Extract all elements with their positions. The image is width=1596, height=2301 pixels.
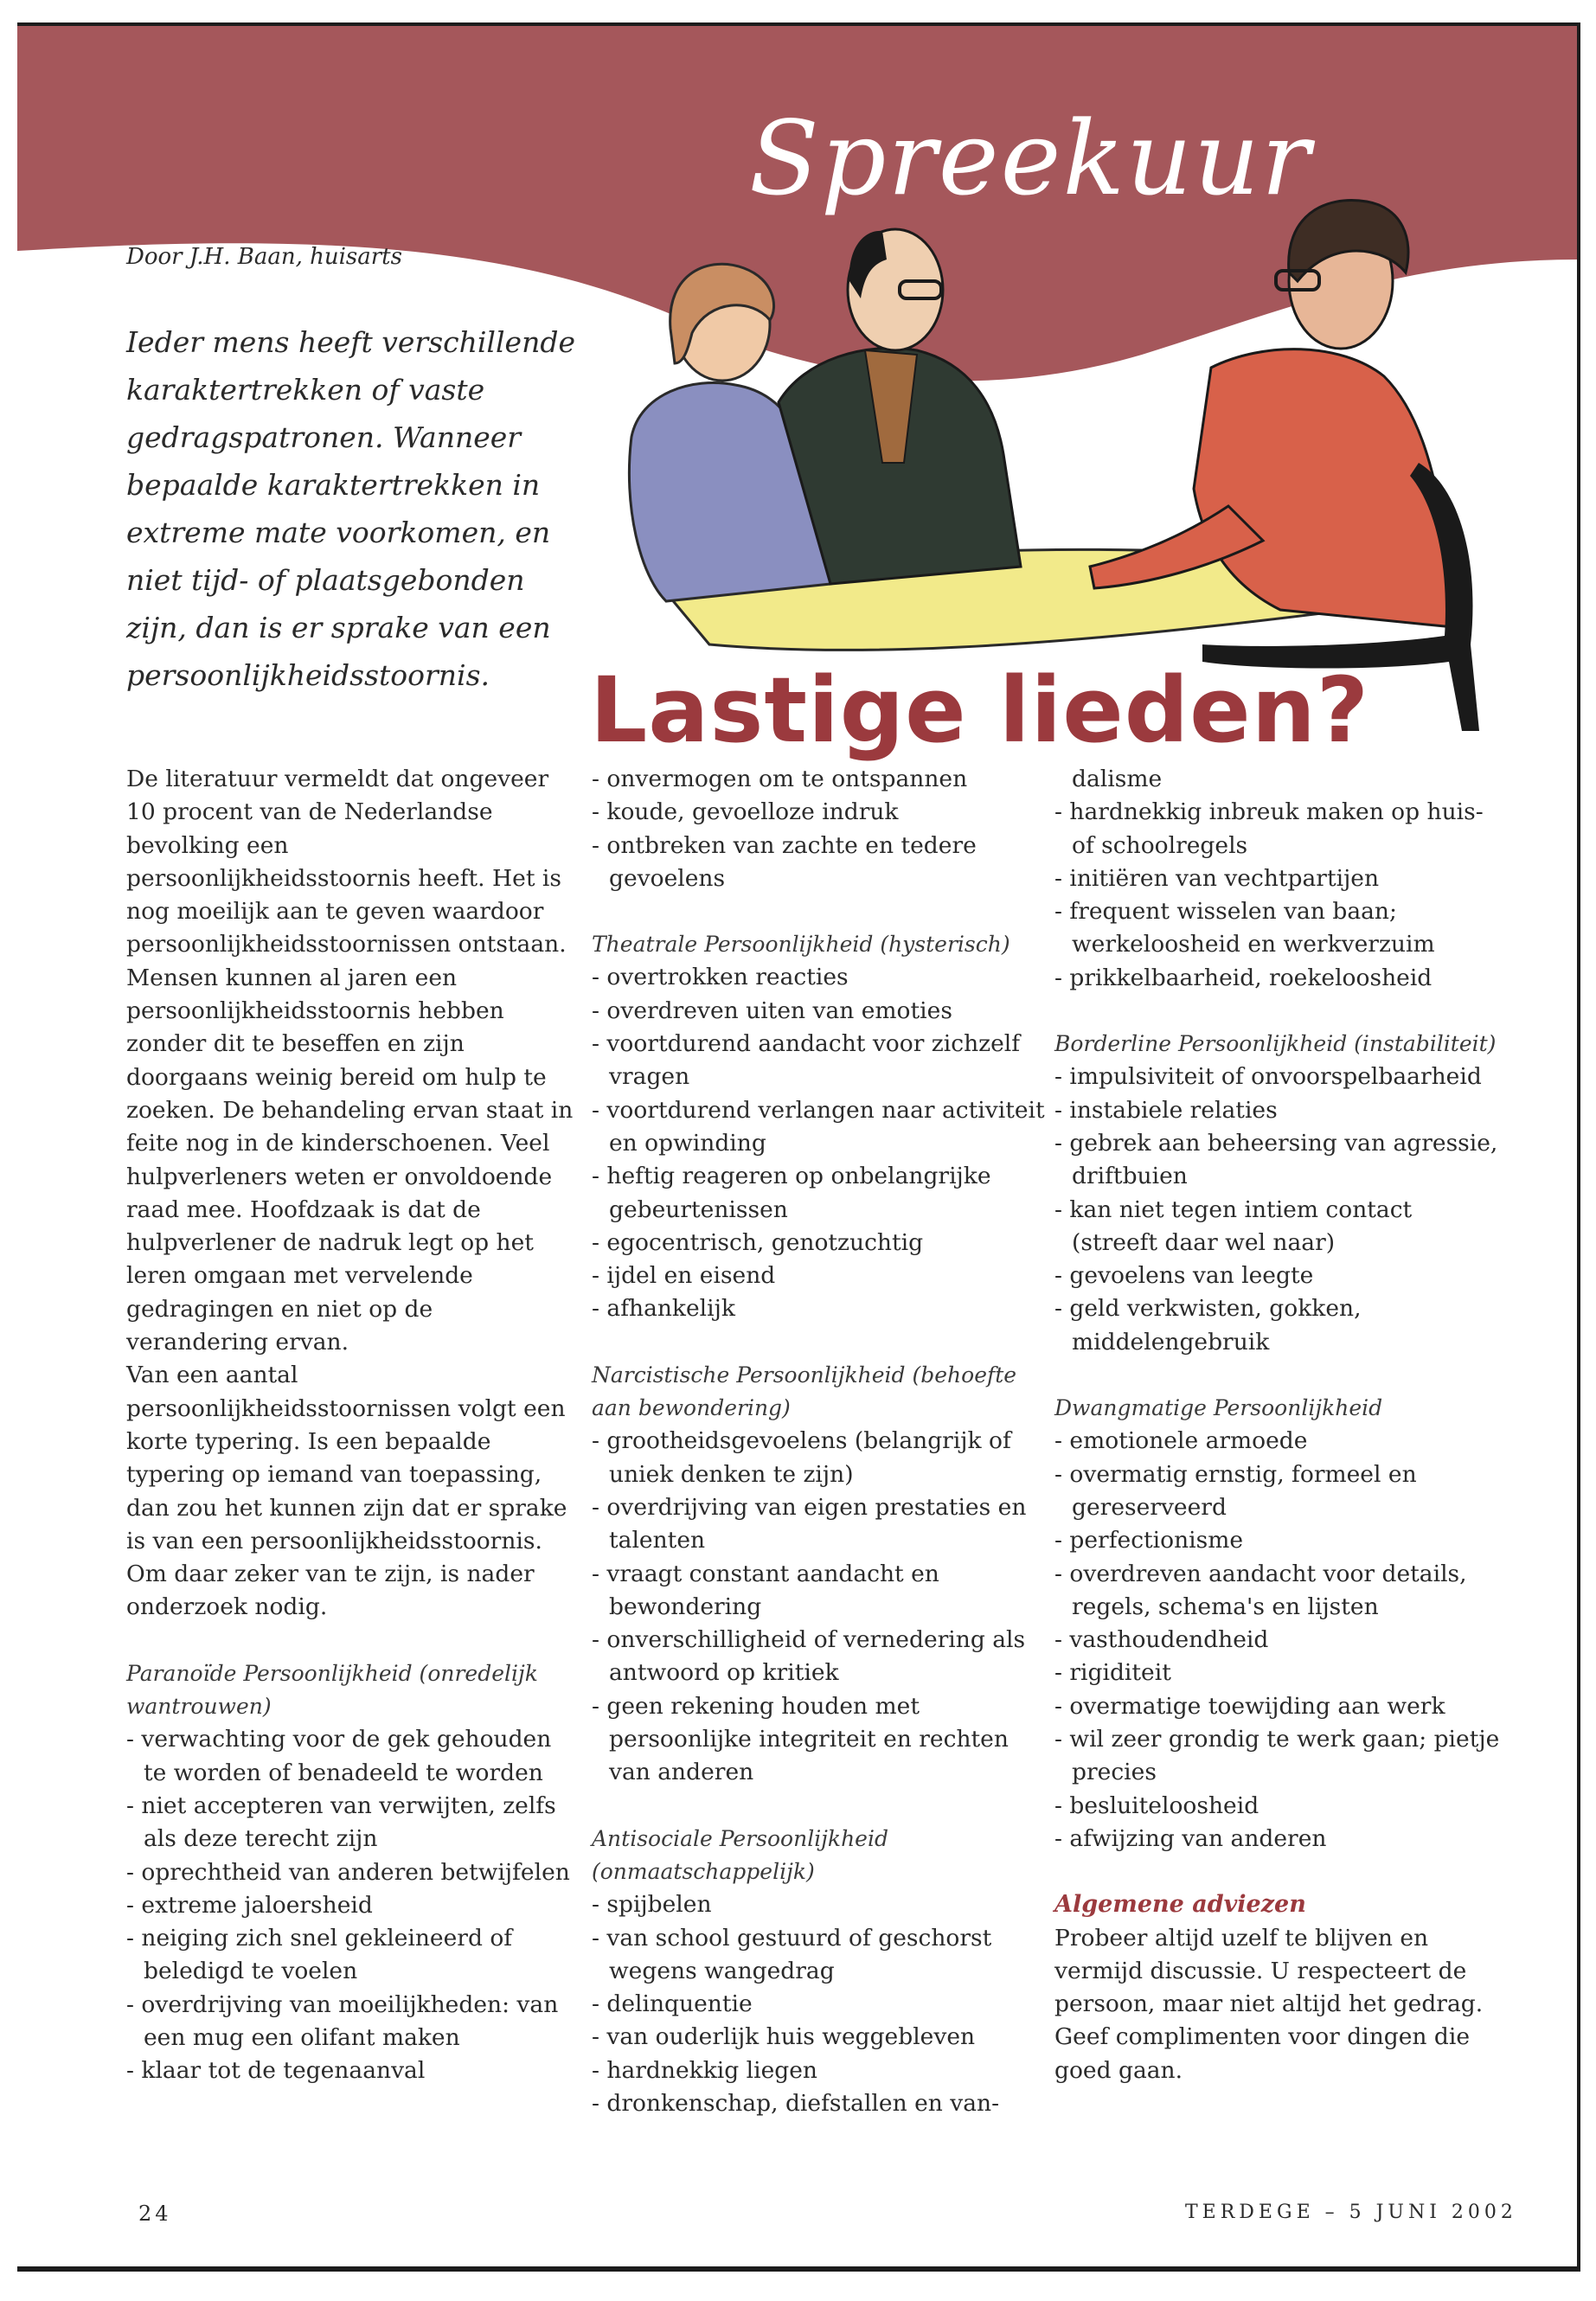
section-narcist bbox=[592, 1359, 1046, 1790]
list-item: - onverschilligheid of vernedering als antwoord op kritiek bbox=[592, 1624, 1046, 1690]
list-item: - gebrek aan beheersing van agressie, driftbuien bbox=[1054, 1127, 1504, 1194]
list-item: - dronkenschap, diefstallen en van- bbox=[592, 2087, 1046, 2120]
list-item: - geen rekening houden met persoonlijke integriteit en rechten van anderen bbox=[592, 1690, 1046, 1790]
column-3 bbox=[1054, 763, 1504, 2087]
section-title: Narcistische Persoonlijkheid (behoefte aan bewondering) bbox=[592, 1362, 1017, 1421]
list-item: - hardnekkig liegen bbox=[592, 2054, 1046, 2087]
list-item: - overdrijving van eigen prestaties en talenten bbox=[592, 1491, 1046, 1558]
list-item: - overmatige toewijding aan werk bbox=[1054, 1690, 1504, 1723]
list-item: - niet accepteren van verwijten, zelfs als deze terecht zijn bbox=[126, 1790, 576, 1856]
section-title: Dwangmatige Persoonlijkheid bbox=[1054, 1395, 1383, 1421]
trait-list bbox=[592, 763, 1046, 895]
paragraph: De literatuur vermeldt dat ongeveer 10 procent van de Nederlandse bevolking een persoonlijkheidsstoornis heeft. Het is nog moeilijk aan te geven waardoor persoonlijkheidsstoornissen ontstaan. Mensen kunnen al jaren een persoonlijkheidsstoornis hebben zonder dit te beseffen en zijn doorgaans weinig bereid om hulp te zoeken. De behandeling ervan staat in feite nog in de kinderschoenen. Veel hulpverleners weten er onvoldoende raad mee. Hoofdzaak is dat de hulpverlener de nadruk legt op het leren omgaan met vervelende gedragingen en niet op de verandering ervan. bbox=[126, 766, 574, 1356]
list-item: - spijbelen bbox=[592, 1888, 1046, 1921]
list-item: - hardnekkig inbreuk maken op huis- of schoolregels bbox=[1054, 796, 1504, 862]
section-title: Borderline Persoonlijkheid (instabiliteit) bbox=[1054, 1031, 1497, 1057]
list-item: - voortdurend verlangen naar activiteit en opwinding bbox=[592, 1094, 1046, 1161]
list-item: - verwachting voor de gek gehouden te worden of benadeeld te worden bbox=[126, 1723, 576, 1790]
list-item: - van school gestuurd of geschorst wegens wangedrag bbox=[592, 1922, 1046, 1989]
list-item: - afwijzing van anderen bbox=[1054, 1823, 1504, 1856]
trait-list bbox=[1054, 1061, 1504, 1359]
list-item: - vasthoudendheid bbox=[1054, 1624, 1504, 1657]
intro-text: Ieder mens heeft verschillende karaktertrekken of vaste gedragspatronen. Wanneer bepaalde karaktertrekken in extreme mate voorkomen, en niet tijd- of plaatsgebonden zijn, dan is er sprake van een persoonlijkheidsstoornis. bbox=[126, 325, 575, 692]
trait-list bbox=[126, 1723, 576, 2087]
list-item: - besluiteloosheid bbox=[1054, 1790, 1504, 1823]
trait-list bbox=[1054, 796, 1504, 995]
list-item: - frequent wisselen van baan; werkeloosheid en werkverzuim bbox=[1054, 895, 1504, 962]
list-item: - ijdel en eisend bbox=[592, 1259, 1046, 1292]
list-item: - voortdurend aandacht voor zichzelf vragen bbox=[592, 1028, 1046, 1094]
trait-list bbox=[592, 1888, 1046, 2120]
list-item: - overdrijving van moeilijkheden: van een mug een olifant maken bbox=[126, 1989, 576, 2055]
list-item: - grootheidsgevoelens (belangrijk of uniek denken te zijn) bbox=[592, 1425, 1046, 1491]
list-item: - overdreven aandacht voor details, regels, schema's en lijsten bbox=[1054, 1558, 1504, 1625]
section-borderline bbox=[1054, 1028, 1504, 1359]
trait-list bbox=[1054, 1425, 1504, 1856]
list-item: - gevoelens van leegte bbox=[1054, 1259, 1504, 1292]
column-1 bbox=[126, 763, 576, 2088]
section-antisocial bbox=[592, 1823, 1046, 2121]
magazine-page bbox=[17, 22, 1580, 2272]
section-title: Antisociale Persoonlijkheid (onmaatschappelijk) bbox=[592, 1825, 888, 1884]
paragraph: Van een aantal persoonlijkheidsstoornissen volgt een korte typering. Is een bepaalde typering op iemand van toepassing, dan zou het kunnen zijn dat er sprake is van een persoonlijkheidsstoornis. Om daar zeker van te zijn, is nader onderzoek nodig. bbox=[126, 1362, 567, 1621]
list-item: - impulsiviteit of onvoorspelbaarheid bbox=[1054, 1061, 1504, 1093]
list-item: - overdreven uiten van emoties bbox=[592, 995, 1046, 1028]
column-2 bbox=[592, 763, 1046, 2120]
list-item: - heftig reageren op onbelangrijke gebeurtenissen bbox=[592, 1160, 1046, 1227]
article-headline: Lastige lieden? bbox=[590, 657, 1370, 763]
list-item: - klaar tot de tegenaanval bbox=[126, 2054, 576, 2087]
list-item: - delinquentie bbox=[592, 1988, 1046, 2021]
list-item: - koude, gevoelloze indruk bbox=[592, 796, 1046, 829]
section-paranoid bbox=[126, 1657, 576, 2088]
list-item: - egocentrisch, genotzuchtig bbox=[592, 1227, 1046, 1259]
continued-line: dalisme bbox=[1072, 766, 1163, 792]
list-item: - prikkelbaarheid, roekeloosheid bbox=[1054, 962, 1504, 995]
list-item: - wil zeer grondig te werk gaan; pietje precies bbox=[1054, 1723, 1504, 1790]
byline: Door J.H. Baan, huisarts bbox=[126, 244, 402, 270]
list-item: - geld verkwisten, gokken, middelengebruik bbox=[1054, 1292, 1504, 1359]
list-item: - perfectionisme bbox=[1054, 1524, 1504, 1557]
list-item: - extreme jaloersheid bbox=[126, 1889, 576, 1922]
list-item: - kan niet tegen intiem contact (streeft daar wel naar) bbox=[1054, 1194, 1504, 1260]
masthead-title: Spreekuur bbox=[749, 99, 1312, 218]
section-compulsive bbox=[1054, 1392, 1504, 1856]
list-item: - oprechtheid van anderen betwijfelen bbox=[126, 1856, 576, 1889]
list-item: - afhankelijk bbox=[592, 1292, 1046, 1325]
list-item: - overmatig ernstig, formeel en gereserveerd bbox=[1054, 1458, 1504, 1525]
page-number: 24 bbox=[138, 2202, 172, 2226]
trait-list bbox=[592, 1425, 1046, 1789]
advice-text: Probeer altijd uzelf te blijven en vermijd discussie. U respecteert de persoon, maar niet altijd het gedrag. Geef complimenten voor dingen die goed gaan. bbox=[1054, 1924, 1484, 2084]
section-title: Theatrale Persoonlijkheid (hysterisch) bbox=[592, 932, 1010, 958]
list-item: - instabiele relaties bbox=[1054, 1094, 1504, 1127]
advice-heading: Algemene adviezen bbox=[1054, 1891, 1306, 1919]
trait-list bbox=[592, 961, 1046, 1325]
list-item: - initiëren van vechtpartijen bbox=[1054, 862, 1504, 895]
list-item: - overtrokken reacties bbox=[592, 961, 1046, 994]
list-item: - emotionele armoede bbox=[1054, 1425, 1504, 1458]
section-title: Paranoïde Persoonlijkheid (onredelijk wantrouwen) bbox=[126, 1660, 538, 1720]
section-theatral bbox=[592, 928, 1046, 1326]
list-item: - rigiditeit bbox=[1054, 1657, 1504, 1689]
list-item: - vraagt constant aandacht en bewondering bbox=[592, 1558, 1046, 1625]
publication-footer: TERDEGE – 5 JUNI 2002 bbox=[1185, 2202, 1517, 2223]
list-item: - onvermogen om te ontspannen bbox=[592, 763, 1046, 796]
list-item: - neiging zich snel gekleineerd of beledigd te voelen bbox=[126, 1922, 576, 1989]
list-item: - van ouderlijk huis weggebleven bbox=[592, 2021, 1046, 2054]
list-item: - ontbreken van zachte en tedere gevoelens bbox=[592, 830, 1046, 896]
